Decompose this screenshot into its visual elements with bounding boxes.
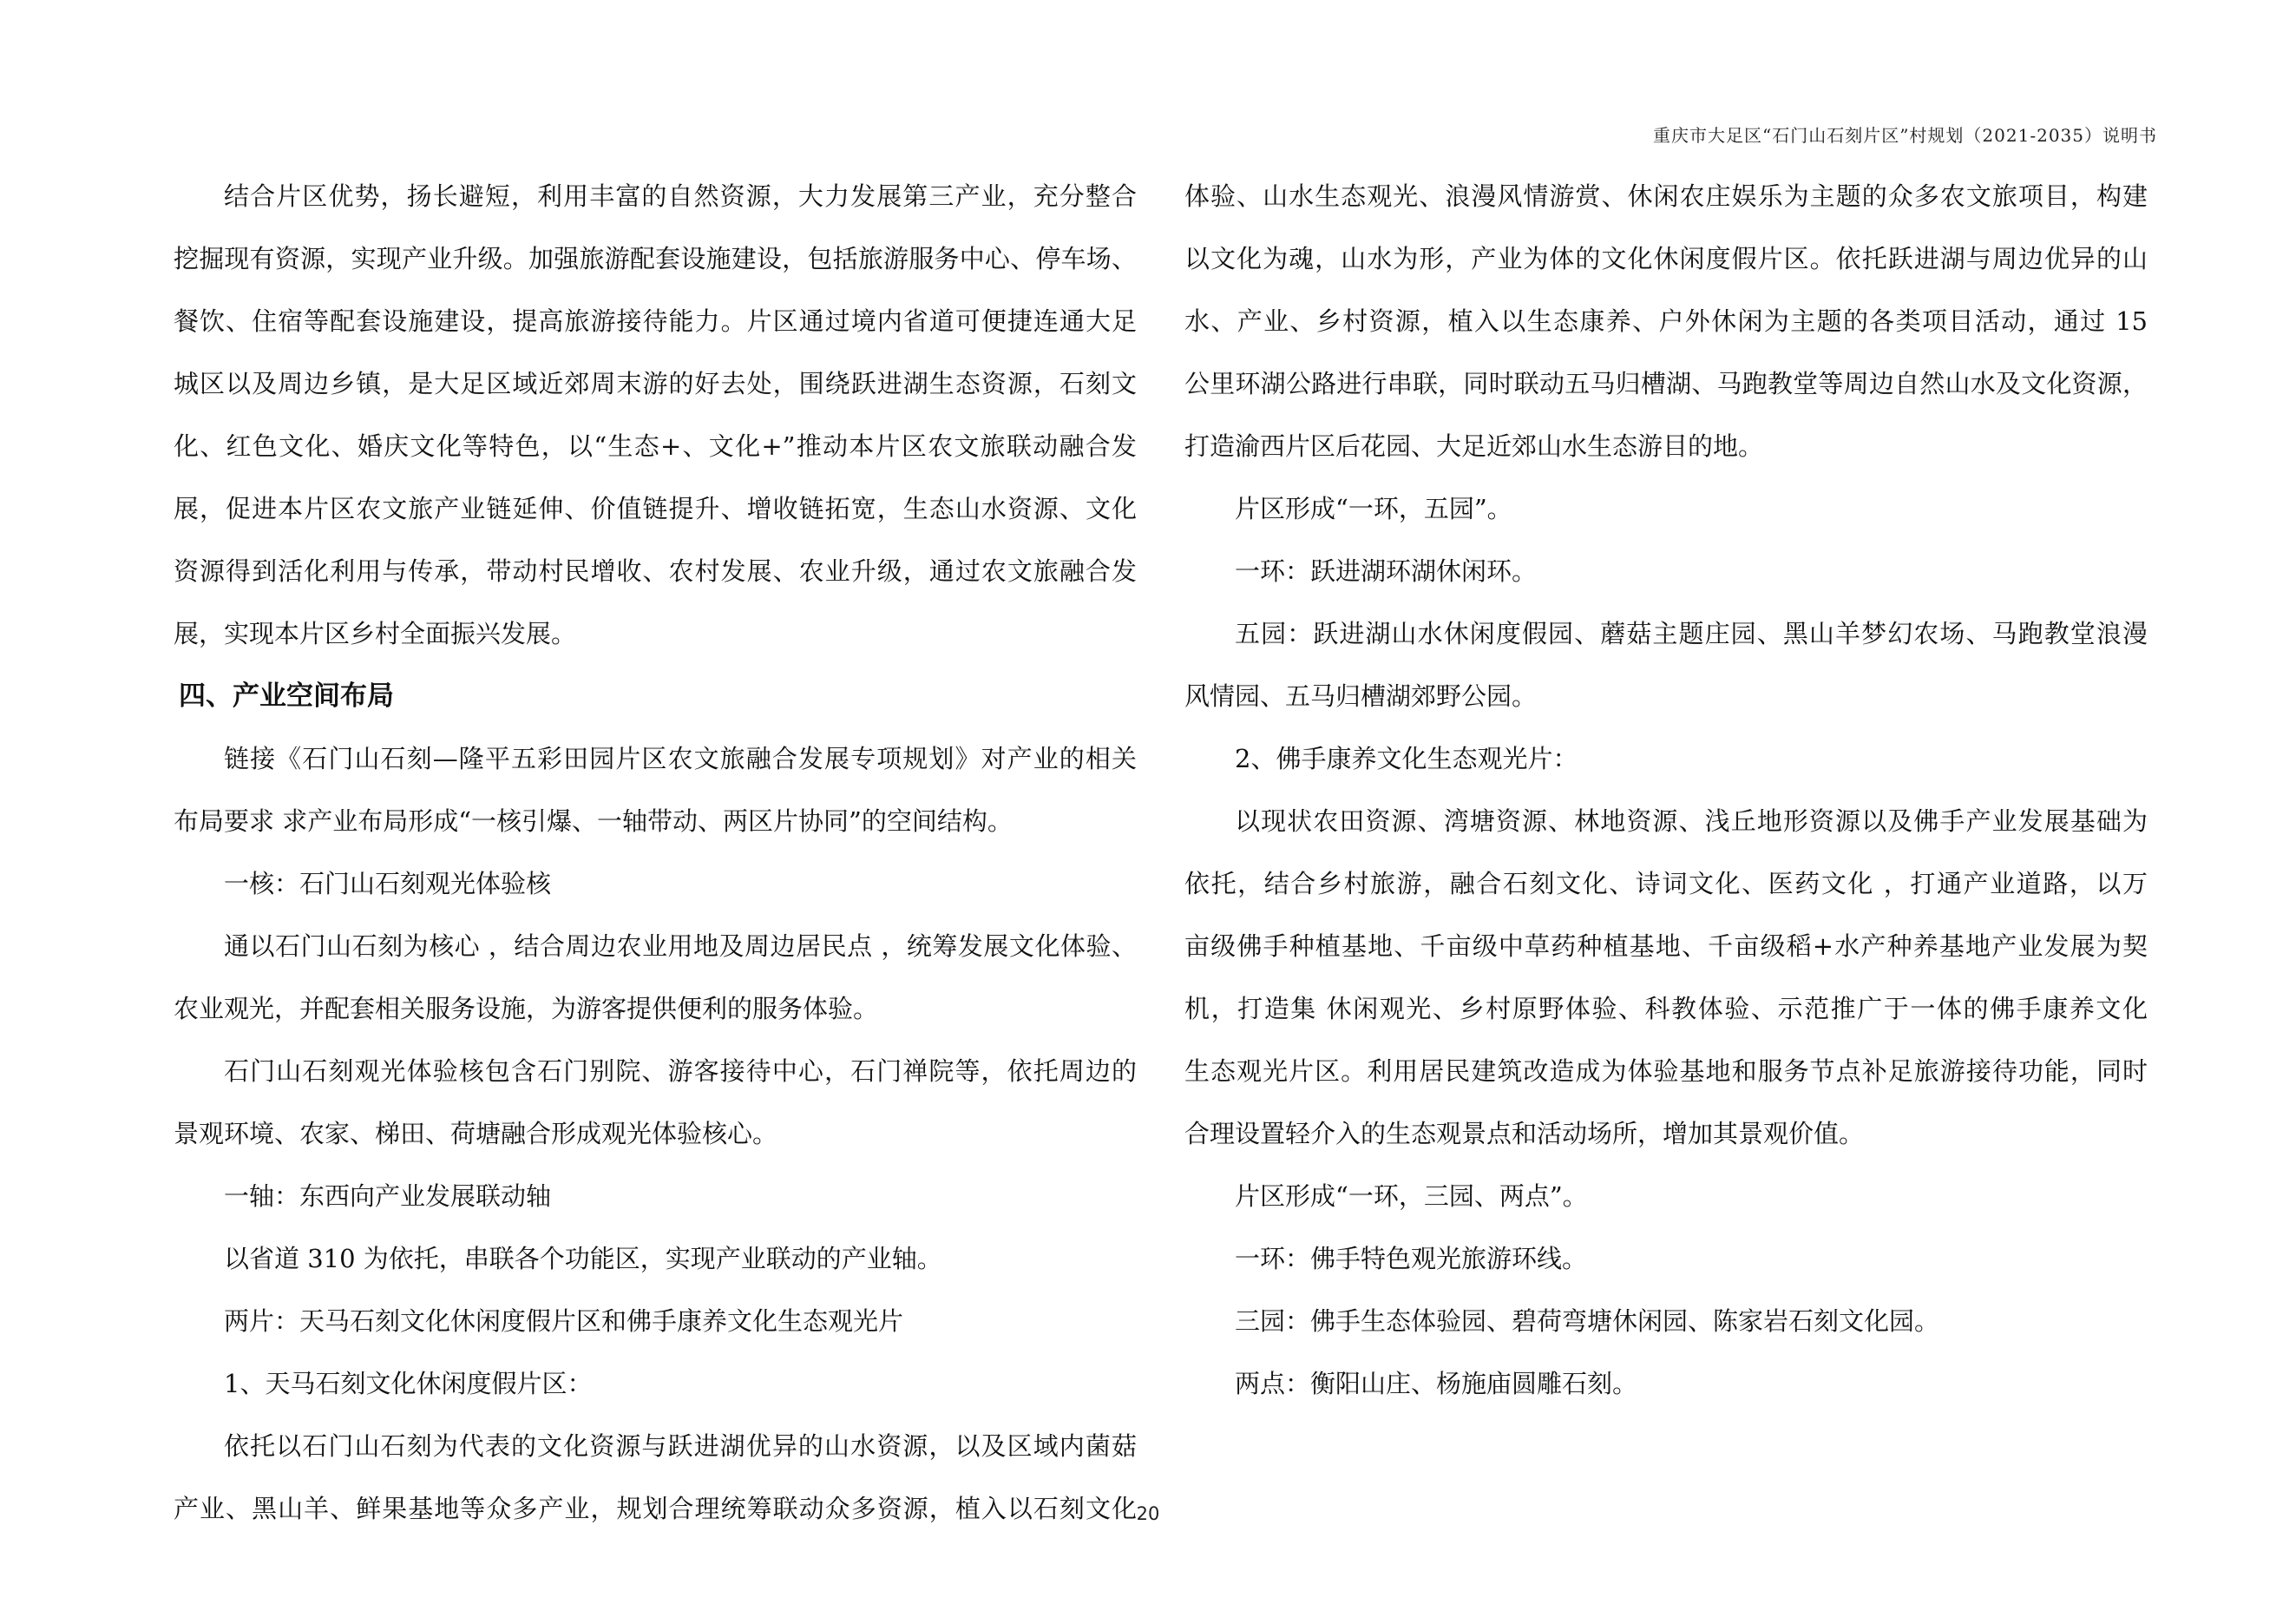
text-line: 一轴：东西向产业发展联动轴	[224, 1181, 552, 1211]
text-line: 布局要求 求产业布局形成“一核引爆、一轴带动、两区片协同”的空间结构。	[174, 806, 1013, 836]
text-line: 一环：佛手特色观光旅游环线。	[1235, 1244, 1588, 1273]
text-line: 亩级佛手种植基地、千亩级中草药种植基地、千亩级稻+水产种养基地产业发展为契	[1184, 931, 2148, 961]
text-line: 产业、黑山羊、鲜果基地等众多产业，规划合理统筹联动众多资源，植入以石刻文化	[174, 1494, 1137, 1523]
text-line: 两点：衡阳山庄、杨施庙圆雕石刻。	[1235, 1369, 1638, 1398]
text-line: 以现状农田资源、湾塘资源、林地资源、浅丘地形资源以及佛手产业发展基础为	[1235, 806, 2148, 836]
text-line: 打造渝西片区后花园、大足近郊山水生态游目的地。	[1184, 431, 1764, 461]
text-line: 石门山石刻观光体验核包含石门别院、游客接待中心，石门禅院等，依托周边的	[224, 1056, 1137, 1086]
text-line: 餐饮、住宿等配套设施建设，提高旅游接待能力。片区通过境内省道可便捷连通大足	[174, 306, 1137, 336]
text-line: 机，打造集 休闲观光、乡村原野体验、科教体验、示范推广于一体的佛手康养文化	[1184, 994, 2148, 1023]
text-line: 片区形成“一环，三园、两点”。	[1235, 1181, 1588, 1211]
text-line: 一环：跃进湖环湖休闲环。	[1235, 556, 1538, 586]
text-line: 城区以及周边乡镇，是大足区域近郊周末游的好去处，围绕跃进湖生态资源，石刻文	[174, 369, 1137, 398]
text-line: 五园：跃进湖山水休闲度假园、蘑菇主题庄园、黑山羊梦幻农场、马跑教堂浪漫	[1235, 619, 2148, 648]
text-line: 体验、山水生态观光、浪漫风情游赏、休闲农庄娱乐为主题的众多农文旅项目，构建	[1184, 181, 2148, 211]
text-line: 以文化为魂，山水为形，产业为体的文化休闲度假片区。依托跃进湖与周边优异的山	[1184, 244, 2148, 273]
text-line: 通以石门山石刻为核心 ，结合周边农业用地及周边居民点 ，统筹发展文化体验、	[224, 931, 1137, 961]
text-line: 以省道 310 为依托，串联各个功能区，实现产业联动的产业轴。	[224, 1244, 942, 1273]
text-line: 1、天马石刻文化休闲度假片区：	[224, 1369, 593, 1398]
text-line: 两片：天马石刻文化休闲度假片区和佛手康养文化生态观光片	[224, 1306, 904, 1336]
right-text-column	[1184, 165, 2148, 1415]
text-line: 依托，结合乡村旅游，融合石刻文化、诗词文化、医药文化 ，打通产业道路，以万	[1184, 869, 2148, 898]
text-line: 片区形成“一环，五园”。	[1235, 494, 1512, 523]
text-line: 合理设置轻介入的生态观景点和活动场所，增加其景观价值。	[1184, 1119, 1865, 1148]
left-text-column	[174, 165, 1137, 1540]
section-heading: 四、产业空间布局	[179, 681, 394, 712]
text-line: 公里环湖公路进行串联，同时联动五马归槽湖、马跑教堂等周边自然山水及文化资源，	[1184, 369, 2148, 398]
text-line: 挖掘现有资源，实现产业升级。加强旅游配套设施建设，包括旅游服务中心、停车场、	[174, 244, 1137, 273]
text-line: 水、产业、乡村资源，植入以生态康养、户外休闲为主题的各类项目活动，通过 15	[1184, 306, 2148, 336]
text-line: 资源得到活化利用与传承，带动村民增收、农村发展、农业升级，通过农文旅融合发	[174, 556, 1137, 586]
running-header: 重庆市大足区“石门山石刻片区”村规划（2021-2035）说明书	[1652, 125, 2157, 146]
text-line: 农业观光，并配套相关服务设施，为游客提供便利的服务体验。	[174, 994, 879, 1023]
text-line: 展，促进本片区农文旅产业链延伸、价值链提升、增收链拓宽，生态山水资源、文化	[174, 494, 1137, 523]
text-line: 风情园、五马归槽湖郊野公园。	[1184, 681, 1538, 711]
text-line: 依托以石门山石刻为代表的文化资源与跃进湖优异的山水资源，以及区域内菌菇	[224, 1431, 1137, 1461]
text-line: 链接《石门山石刻—隆平五彩田园片区农文旅融合发展专项规划》对产业的相关	[224, 744, 1137, 773]
text-line: 2、佛手康养文化生态观光片：	[1235, 744, 1578, 773]
text-line: 景观环境、农家、梯田、荷塘融合形成观光体验核心。	[174, 1119, 778, 1148]
text-line: 展，实现本片区乡村全面振兴发展。	[174, 619, 577, 648]
text-line: 化、红色文化、婚庆文化等特色，以“生态+、文化+”推动本片区农文旅联动融合发	[174, 431, 1137, 461]
text-line: 一核：石门山石刻观光体验核	[224, 869, 552, 898]
text-line: 生态观光片区。利用居民建筑改造成为体验基地和服务节点补足旅游接待功能，同时	[1184, 1056, 2148, 1086]
text-line: 结合片区优势，扬长避短，利用丰富的自然资源，大力发展第三产业，充分整合	[224, 181, 1137, 211]
page-number: 20	[1136, 1503, 1160, 1524]
text-line: 三园：佛手生态体验园、碧荷弯塘休闲园、陈家岩石刻文化园。	[1235, 1306, 1940, 1336]
